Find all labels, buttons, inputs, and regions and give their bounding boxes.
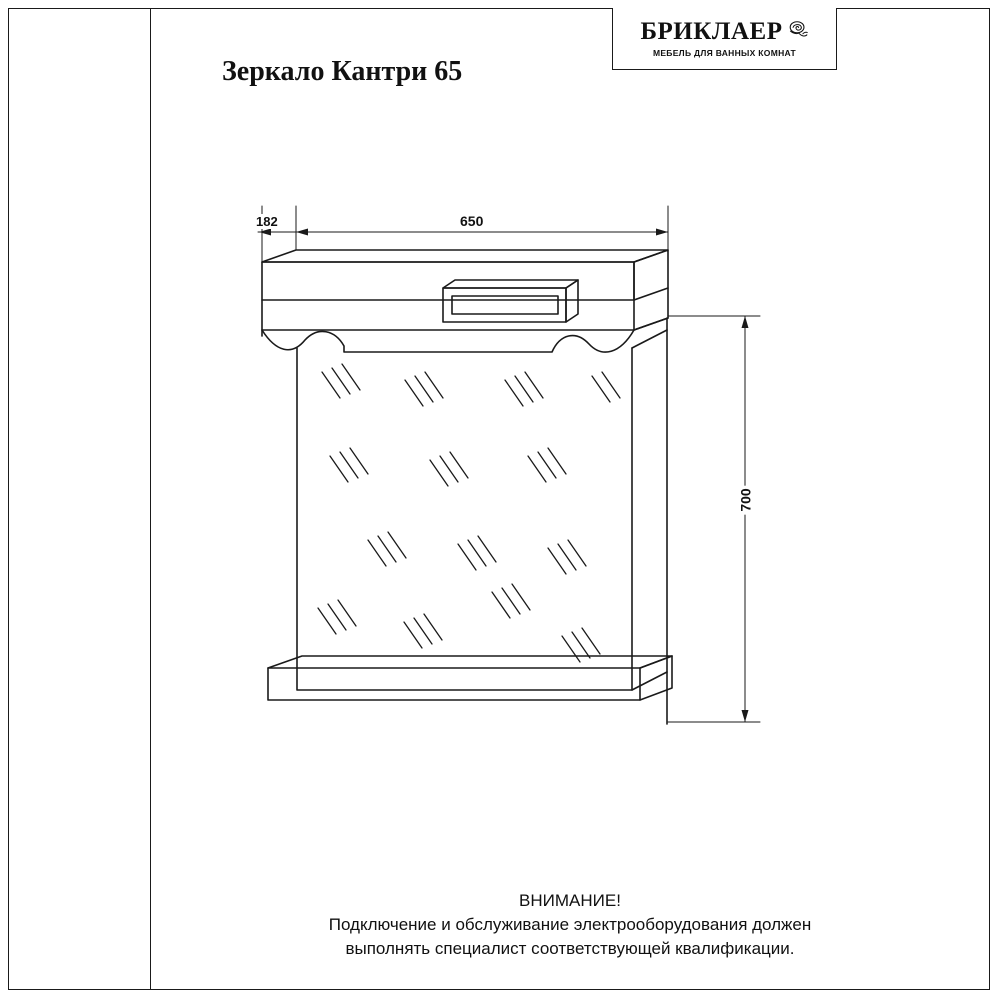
- notice-line-1: Подключение и обслуживание электрооборудования должен: [328, 914, 812, 934]
- dimension-width-label: 650: [457, 213, 486, 229]
- dimension-height-label: 700: [738, 485, 754, 514]
- safety-notice: [150, 890, 990, 961]
- brand-name: БРИКЛАЕР: [640, 18, 783, 45]
- notice-line-2: выполнять специалист соответствующей квалификации.: [345, 938, 795, 958]
- notice-heading: ВНИМАНИЕ!: [519, 891, 621, 910]
- brand-tagline: МЕБЕЛЬ ДЛЯ ВАННЫХ КОМНАТ: [652, 48, 797, 58]
- page-title: Зеркало Кантри 65: [222, 56, 463, 87]
- dimension-depth-label: 182: [253, 214, 281, 229]
